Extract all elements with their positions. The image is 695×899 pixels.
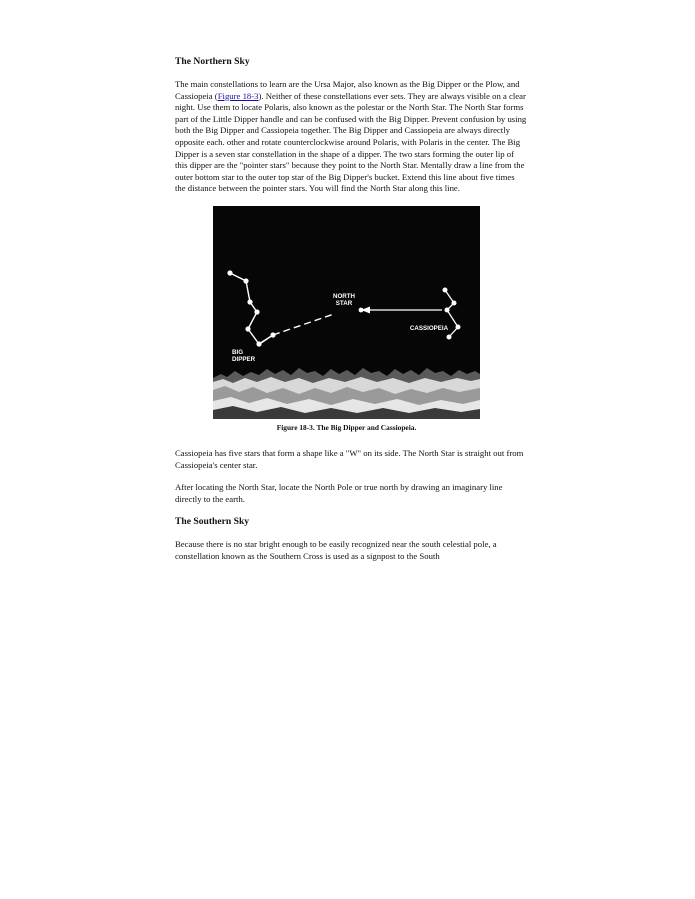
paragraph-northern-1 bbox=[175, 79, 527, 195]
document-content bbox=[175, 56, 527, 574]
big-dipper-star bbox=[247, 299, 252, 304]
paragraph-northern-2: Cassiopeia has five stars that form a shape like a "W" on its side. The North Star is straight out from Cassiopeia's center star. bbox=[175, 447, 524, 470]
big-dipper-label-line1: BIG bbox=[232, 348, 244, 356]
north-star-icon bbox=[359, 308, 364, 313]
big-dipper-star bbox=[243, 278, 248, 283]
cassiopeia-star bbox=[447, 334, 452, 339]
cassiopeia-star bbox=[456, 324, 461, 329]
heading-northern-sky: The Northern Sky bbox=[175, 56, 250, 67]
figure-caption: Figure 18-3. The Big Dipper and Cassiopeia. bbox=[276, 422, 417, 432]
north-star-label-line2: STAR bbox=[335, 299, 353, 307]
figure-18-3 bbox=[213, 206, 480, 433]
cassiopeia-star bbox=[445, 307, 450, 312]
paragraph-northern-3: After locating the North Star, locate the North Pole or true north by drawing an imaginary line directly to the earth. bbox=[175, 482, 503, 504]
paragraph-southern-1: Because there is no star bright enough to be easily recognized near the south celestial pole, a constellation known as the Southern Cross is used as a signpost to the South bbox=[175, 539, 497, 561]
horizon-treeline bbox=[213, 368, 480, 419]
big-dipper-label-line2: DIPPER bbox=[232, 355, 256, 363]
heading-southern-sky: The Southern Sky bbox=[175, 516, 250, 528]
big-dipper-star bbox=[245, 326, 250, 331]
cassiopeia-star bbox=[452, 300, 457, 305]
north-star-label-line1: NORTH bbox=[333, 292, 355, 300]
figure-18-3-link[interactable]: Figure 18-3 bbox=[217, 90, 259, 101]
cassiopeia-star bbox=[443, 287, 448, 292]
big-dipper-star bbox=[254, 309, 259, 314]
big-dipper-star bbox=[227, 270, 232, 275]
paragraph-northern-1-text-a: The main constellations to learn are the Ursa Major, also known as the Big Dipper or the Plow, and Cassiopeia ( bbox=[175, 79, 520, 101]
big-dipper-star bbox=[270, 332, 275, 337]
paragraph-northern-1-text-b: ). Neither of these constellations ever sets. They are always visible on a clear night. Use them to locate Polaris, also known as the polestar or the North Star. The North Star forms part of the Little Dipper handle and can be confused with the Big Dipper. Prevent confusion by using both the Big Dipper and Cassiopeia together. The Big Dipper and Cassiopeia are always directly opposite each. other and rotate counterclockwise around Polaris, with Polaris in the center. The Big Dipper is a seven star constellation in the shape of a dipper. The two stars forming the outer lip of this dipper are the "pointer stars" because they point to the North Star. Mentally draw a line from the outer bottom star to the outer top star of the Big Dipper's bucket. Extend this line about five times the distance between the pointer stars. You will find the North Star along this line. bbox=[175, 90, 527, 194]
constellation-illustration bbox=[213, 206, 480, 419]
cassiopeia-label: CASSIOPEIA bbox=[409, 324, 449, 332]
big-dipper-star bbox=[256, 341, 261, 346]
